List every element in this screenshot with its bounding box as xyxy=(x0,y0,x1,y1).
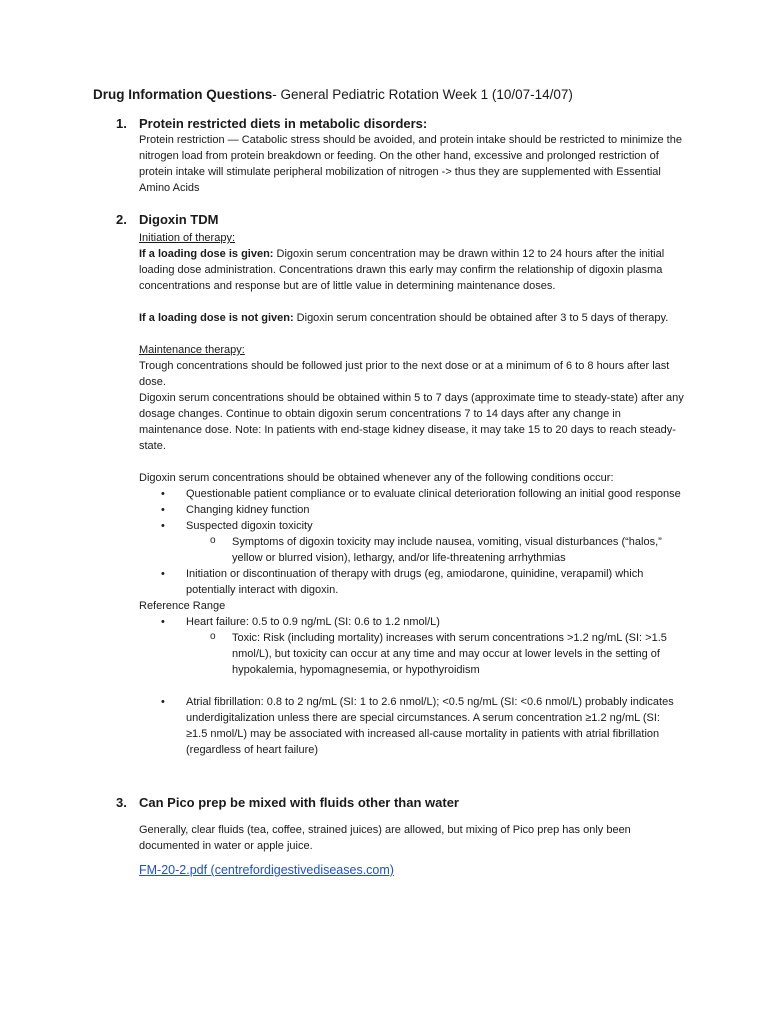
section-2-body xyxy=(139,230,684,758)
reference-range-list xyxy=(139,614,684,678)
loading-given-paragraph xyxy=(139,246,684,294)
section-3-heading xyxy=(116,795,459,810)
toxic-sublist xyxy=(186,630,684,678)
section-2-number: 2. xyxy=(116,212,127,227)
reference-range-label: Reference Range xyxy=(139,600,226,612)
section-1-heading xyxy=(116,116,427,131)
section-3-title: Can Pico prep be mixed with fluids other than water xyxy=(139,795,459,810)
reference-link[interactable]: FM-20-2.pdf (centrefordigestivediseases.com) xyxy=(139,863,394,877)
section-2-title: Digoxin TDM xyxy=(139,212,219,227)
sub-list-item: o Toxic: Risk (including mortality) increases with serum concentrations >1.2 ng/mL (SI: >1.5 nmol/L), but toxicity can occur at any time and may occur at lower levels in the setting of hypokalemia, hypomagnesemia, or hypothyroidism xyxy=(186,630,684,678)
toxicity-sublist xyxy=(186,534,684,566)
list-item: • Questionable patient compliance or to evaluate clinical deterioration following an initial good response xyxy=(139,486,684,502)
initiation-label: Initiation of therapy: xyxy=(139,232,236,244)
list-item: • Initiation or discontinuation of therapy with drugs (eg, amiodarone, quinidine, verapamil) which potentially interact with digoxin. xyxy=(139,566,684,598)
loading-not-given-label: If a loading dose is not given: xyxy=(139,312,294,324)
title-rest: - General Pediatric Rotation Week 1 (10/07-14/07) xyxy=(272,87,573,102)
page-title xyxy=(93,87,573,102)
maintenance-label: Maintenance therapy: xyxy=(139,344,245,356)
atrial-fib-list xyxy=(139,694,684,758)
conditions-list xyxy=(139,486,684,598)
list-item xyxy=(139,614,684,678)
section-2-heading xyxy=(116,212,218,227)
loading-given-label: If a loading dose is given: xyxy=(139,248,274,260)
list-item xyxy=(139,518,684,566)
maintenance-paragraph-1: Trough concentrations should be followed just prior to the next dose or at a minimum of 6 to 8 hours after last dose. xyxy=(139,360,670,388)
heart-failure-range: Heart failure: 0.5 to 0.9 ng/mL (SI: 0.6 to 1.2 nmol/L) xyxy=(186,616,440,628)
maintenance-paragraph-2: Digoxin serum concentrations should be obtained within 5 to 7 days (approximate time to steady-state) after any dosage changes. Continue to obtain digoxin serum concentrations 7 to 14 days after any change in maintenance dose. Note: In patients with end-stage kidney disease, it may take 15 to 20 days to reach steady-state. xyxy=(139,392,684,452)
loading-given-text: Digoxin serum concentration may be drawn within 12 to 24 hours after the initial loading dose administration. Concentrations drawn this early may confirm the relationship of digoxin plasma concentrations and response but are of little value in determining maintenance doses. xyxy=(139,248,665,292)
list-item-text: Suspected digoxin toxicity xyxy=(186,520,313,532)
section-1-text: Protein restriction — Catabolic stress should be avoided, and protein intake should be restricted to minimize the nitrogen load from protein breakdown or feeding. On the other hand, excessive and prolonged restriction of protein intake will stimulate peripheral mobilization of nitrogen -> thus they are supplemented with Essential Amino Acids xyxy=(139,134,682,194)
conditions-intro: Digoxin serum concentrations should be obtained whenever any of the following conditions occur: xyxy=(139,472,614,484)
loading-not-given-paragraph xyxy=(139,310,684,326)
loading-not-given-text: Digoxin serum concentration should be obtained after 3 to 5 days of therapy. xyxy=(293,312,669,324)
section-1-number: 1. xyxy=(116,116,127,131)
sub-list-item: o Symptoms of digoxin toxicity may include nausea, vomiting, visual disturbances (“halos,” yellow or blurred vision), lethargy, and/or life-threatening arrhythmias xyxy=(186,534,684,566)
section-1-body xyxy=(139,132,684,196)
section-3-number: 3. xyxy=(116,795,127,810)
section-3-body xyxy=(139,822,684,854)
title-bold: Drug Information Questions xyxy=(93,87,273,102)
list-item: • Changing kidney function xyxy=(139,502,684,518)
section-3-text: Generally, clear fluids (tea, coffee, strained juices) are allowed, but mixing of Pico prep has only been documented in water or apple juice. xyxy=(139,824,631,852)
list-item: • Atrial fibrillation: 0.8 to 2 ng/mL (SI: 1 to 2.6 nmol/L); <0.5 ng/mL (SI: <0.6 nmol/L) probably indicates underdigitalization unless there are special circumstances. A serum concentration ≥1.2 ng/mL (SI: ≥1.5 nmol/L) may be associated with increased all-cause mortality in patients with atrial fibrillation (regardless of heart failure) xyxy=(139,694,684,758)
section-1-title: Protein restricted diets in metabolic disorders: xyxy=(139,116,428,131)
